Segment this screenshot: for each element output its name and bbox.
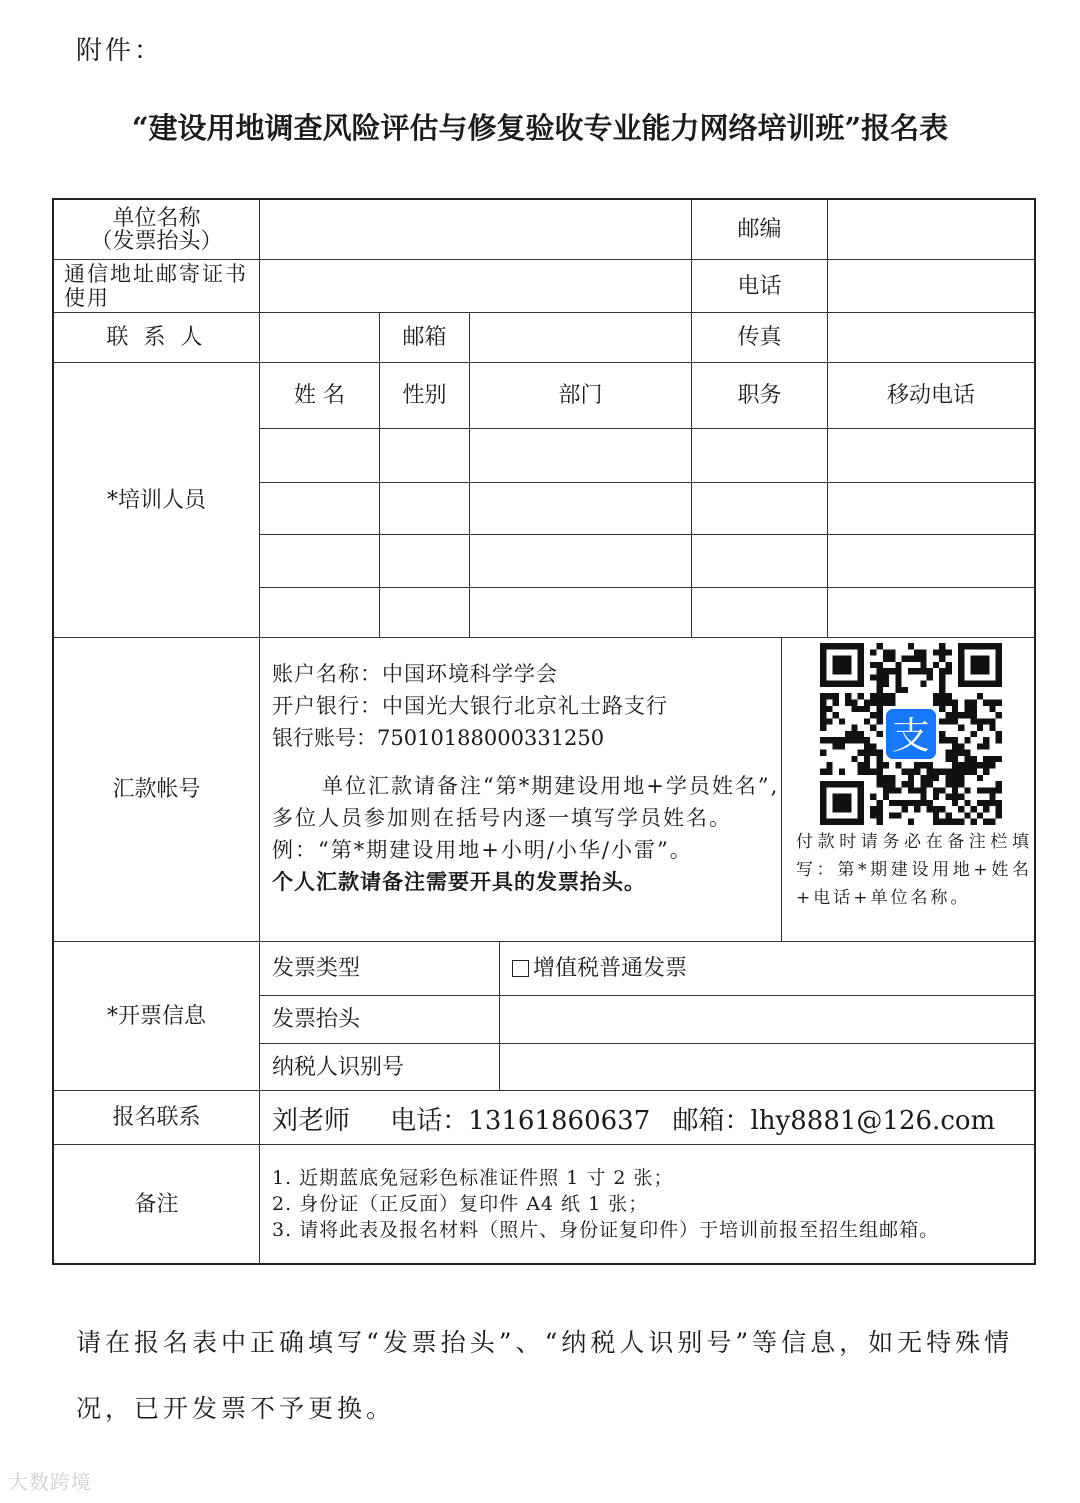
phone-field[interactable] — [828, 260, 1034, 313]
taxpayer-id-label: 纳税人识别号 — [260, 1044, 500, 1091]
unit-name-field[interactable] — [260, 200, 692, 260]
registration-form — [52, 198, 1036, 1265]
attachment-label: 附件： — [76, 36, 164, 66]
invoice-checkbox[interactable] — [512, 960, 529, 977]
taxpayer-id-field[interactable] — [500, 1044, 1034, 1091]
contact-person-label: 联 系 人 — [54, 313, 260, 363]
trainee-cell[interactable] — [380, 588, 470, 638]
form-title: “建设用地调查风险评估与修复验收专业能力网络培训班”报名表 — [131, 111, 949, 145]
address-field[interactable] — [260, 260, 692, 313]
qr-payment-note: 付款时请务必在备注栏填写：第*期建设用地+姓名+电话+单位名称。 — [796, 832, 1032, 908]
trainee-cell[interactable] — [260, 483, 380, 535]
remarks-label: 备注 — [54, 1145, 260, 1263]
invoice-type-label: 发票类型 — [260, 942, 500, 996]
col-mobile: 移动电话 — [828, 363, 1034, 429]
email-field[interactable] — [470, 313, 692, 363]
phone-label: 电话 — [692, 260, 828, 313]
trainee-cell[interactable] — [380, 483, 470, 535]
col-department: 部门 — [470, 363, 692, 429]
trainee-cell[interactable] — [470, 483, 692, 535]
invoice-type-option-label: 增值税普通发票 — [533, 956, 688, 981]
trainee-cell[interactable] — [828, 429, 1034, 483]
trainees-label: *培训人员 — [54, 363, 260, 638]
trainee-cell[interactable] — [470, 429, 692, 483]
watermark: 大数跨境 — [8, 1470, 92, 1494]
remit-note: 单位汇款请备注“第*期建设用地+学员姓名”,多位人员参加则在括号内逐一填写学员姓名。例：“第*期建设用地+小明/小华/小雷”。 — [272, 774, 780, 862]
trainee-cell[interactable] — [828, 483, 1034, 535]
remark-item-2: 2. 身份证（正反面）复印件 A4 纸 1 张； — [272, 1193, 649, 1215]
svg-text:支: 支 — [892, 713, 930, 758]
trainee-cell[interactable] — [692, 483, 828, 535]
postcode-label: 邮编 — [692, 200, 828, 260]
trainee-cell[interactable] — [470, 535, 692, 588]
register-teacher: 刘老师 — [272, 1106, 351, 1136]
unit-name-label: 单位名称 （发票抬头） — [54, 200, 260, 260]
remit-label: 汇款帐号 — [54, 638, 260, 942]
fax-label: 传真 — [692, 313, 828, 363]
bank-name: 开户银行：中国光大银行北京礼士路支行 — [272, 694, 668, 718]
trainee-cell[interactable] — [828, 588, 1034, 638]
col-position: 职务 — [692, 363, 828, 429]
col-name: 姓 名 — [260, 363, 380, 429]
footer-note: 请在报名表中正确填写“发票抬头”、“纳税人识别号”等信息，如无特殊情况，已开发票不予更换。 — [76, 1328, 1014, 1423]
trainee-cell[interactable] — [380, 535, 470, 588]
invoice-title-field[interactable] — [500, 996, 1034, 1044]
trainee-cell[interactable] — [692, 588, 828, 638]
register-contact-label: 报名联系 — [54, 1091, 260, 1145]
account-number: 银行账号：75010188000331250 — [272, 726, 605, 750]
register-phone: 电话：13161860637 — [390, 1106, 651, 1136]
invoice-type-option[interactable] — [500, 942, 1034, 996]
remark-item-3: 3. 请将此表及报名材料（照片、身份证复印件）于培训前报至招生组邮箱。 — [272, 1219, 940, 1241]
trainee-cell[interactable] — [470, 588, 692, 638]
address-label: 通信地址邮寄证书使用 — [54, 260, 260, 313]
trainee-cell[interactable] — [260, 588, 380, 638]
invoice-title-label: 发票抬头 — [260, 996, 500, 1044]
fax-field[interactable] — [828, 313, 1034, 363]
trainee-cell[interactable] — [692, 429, 828, 483]
invoice-label: *开票信息 — [54, 942, 260, 1091]
remit-note-bold: 个人汇款请备注需要开具的发票抬头。 — [272, 869, 646, 894]
remark-item-1: 1. 近期蓝底免冠彩色标准证件照 1 寸 2 张； — [272, 1167, 674, 1189]
email-label: 邮箱 — [380, 313, 470, 363]
postcode-field[interactable] — [828, 200, 1034, 260]
contact-person-field[interactable] — [260, 313, 380, 363]
account-name: 账户名称：中国环境科学学会 — [272, 662, 558, 686]
register-email: 邮箱：lhy8881@126.com — [672, 1106, 996, 1136]
register-contact-line — [272, 1100, 1009, 1137]
trainee-cell[interactable] — [380, 429, 470, 483]
alipay-qr-code-icon[interactable] — [820, 643, 1002, 825]
trainee-cell[interactable] — [692, 535, 828, 588]
remit-details — [272, 658, 782, 898]
trainee-cell[interactable] — [828, 535, 1034, 588]
trainee-cell[interactable] — [260, 535, 380, 588]
col-gender: 性别 — [380, 363, 470, 429]
remarks-list — [272, 1165, 939, 1243]
trainee-cell[interactable] — [260, 429, 380, 483]
